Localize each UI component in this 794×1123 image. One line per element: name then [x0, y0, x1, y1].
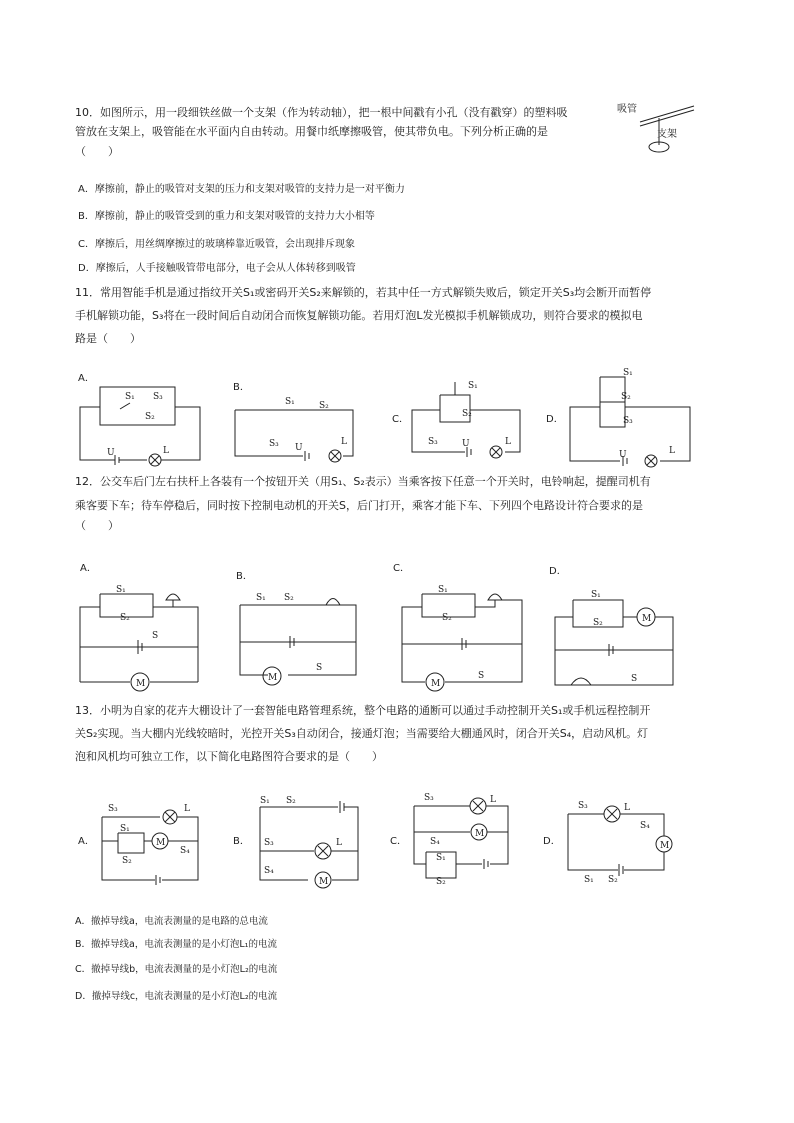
svg-text:L: L — [336, 838, 342, 848]
q12-label-b[interactable]: B． — [236, 571, 253, 582]
svg-text:L: L — [505, 437, 511, 447]
q10-stem-line3: （ ） — [75, 145, 119, 158]
q13-stem-line2: 关S₂实现。当大棚内光线较暗时，光控开关S₃自动闭合，接通灯泡；当需要给大棚通风时，闭合开关S₄，启动风机。灯 — [75, 727, 649, 740]
svg-text:S₁: S₁ — [584, 875, 594, 885]
svg-text:M: M — [475, 829, 485, 839]
svg-text:L: L — [490, 795, 496, 805]
q12-circuit-c — [400, 582, 530, 692]
svg-text:S₁: S₁ — [256, 593, 266, 603]
svg-text:S₂: S₂ — [436, 877, 446, 887]
svg-text:S₂: S₂ — [319, 401, 329, 411]
q13-circuit-c — [412, 792, 517, 887]
q10-option-d[interactable]: D．摩擦后，人手接触吸管带电部分，电子会从人体转移到吸管 — [78, 263, 356, 274]
svg-text:S₂: S₂ — [122, 856, 132, 866]
svg-text:S₂: S₂ — [621, 392, 631, 402]
svg-text:L: L — [624, 803, 630, 813]
q11-circuit-b — [233, 398, 358, 458]
svg-text:U: U — [619, 450, 627, 460]
svg-text:S: S — [478, 671, 485, 681]
straw-label: 吸管 — [617, 104, 637, 115]
svg-text:S₄: S₄ — [264, 866, 274, 876]
svg-text:U: U — [462, 439, 470, 449]
straw-stand-drawing — [632, 100, 712, 160]
svg-text:S₃: S₃ — [623, 416, 633, 426]
svg-text:S₂: S₂ — [145, 412, 155, 422]
q13-stem-line1: 13．小明为自家的花卉大棚设计了一套智能电路管理系统，整个电路的通断可以通过手动控制开关S₁或手机远程控制开 — [75, 704, 651, 717]
extra-option-b[interactable]: B．撤掉导线a，电流表测量的是小灯泡L₁的电流 — [75, 939, 277, 950]
svg-text:M: M — [156, 838, 166, 848]
q13-label-a[interactable]: A． — [78, 836, 95, 847]
svg-text:S₂: S₂ — [120, 613, 130, 623]
svg-text:S₂: S₂ — [608, 875, 618, 885]
svg-text:S₄: S₄ — [180, 846, 190, 856]
svg-text:S₃: S₃ — [578, 801, 588, 811]
q11-circuit-c — [410, 380, 530, 460]
q12-circuit-a — [78, 582, 203, 692]
q11-circuit-d — [565, 367, 695, 467]
q12-stem-line1: 12．公交车后门左右扶杆上各装有一个按钮开关（用S₁、S₂表示）当乘客按下任意一个开关时，电铃响起，提醒司机有 — [75, 475, 651, 488]
svg-text:M: M — [660, 841, 670, 851]
svg-text:S₂: S₂ — [286, 796, 296, 806]
svg-text:S₃: S₃ — [428, 437, 438, 447]
q13-circuit-a — [100, 795, 210, 885]
svg-text:S: S — [631, 674, 638, 684]
q11-label-d[interactable]: D． — [546, 414, 564, 425]
svg-text:S₃: S₃ — [424, 793, 434, 803]
q11-stem-line3: 路是（ ） — [75, 332, 141, 345]
svg-text:L: L — [341, 437, 347, 447]
q12-label-a[interactable]: A． — [80, 563, 97, 574]
svg-text:S₂: S₂ — [462, 409, 472, 419]
stand-label: 支架 — [657, 129, 677, 140]
svg-text:M: M — [136, 679, 146, 689]
q12-stem-line2: 乘客要下车；待车停稳后，同时按下控制电动机的开关S，后门打开，乘客才能下车、下列四个电路设计符合要求的是 — [75, 499, 643, 512]
svg-text:S₄: S₄ — [640, 821, 650, 831]
svg-text:S₂: S₂ — [442, 613, 452, 623]
svg-text:S₃: S₃ — [269, 439, 279, 449]
svg-text:M: M — [319, 877, 329, 887]
svg-text:L: L — [163, 446, 169, 456]
svg-text:S₃: S₃ — [264, 838, 274, 848]
q11-circuit-a — [75, 385, 205, 465]
q12-label-d[interactable]: D． — [549, 566, 567, 577]
q11-stem-line2: 手机解锁功能，S₃将在一段时间后自动闭合而恢复解锁功能。若用灯泡L发光模拟手机解锁成功，则符合要求的模拟电 — [75, 309, 643, 322]
q13-label-d[interactable]: D． — [543, 836, 561, 847]
q11-label-b[interactable]: B． — [233, 382, 250, 393]
svg-text:S₁: S₁ — [438, 585, 448, 595]
q13-label-b[interactable]: B． — [233, 836, 250, 847]
q10-option-b[interactable]: B．摩擦前，静止的吸管受到的重力和支架对吸管的支持力大小相等 — [78, 211, 375, 222]
svg-text:S₁: S₁ — [468, 381, 478, 391]
svg-text:S₁: S₁ — [116, 585, 126, 595]
svg-text:U: U — [107, 448, 115, 458]
svg-text:S₂: S₂ — [284, 593, 294, 603]
svg-text:S₄: S₄ — [430, 837, 440, 847]
svg-text:L: L — [669, 446, 675, 456]
extra-option-a[interactable]: A．撤掉导线a，电流表测量的是电路的总电流 — [75, 916, 268, 927]
svg-text:S₁: S₁ — [436, 853, 446, 863]
extra-option-d[interactable]: D．撤掉导线c，电流表测量的是小灯泡L₂的电流 — [75, 991, 278, 1002]
svg-text:S₁: S₁ — [120, 824, 130, 834]
q10-option-c[interactable]: C．摩擦后，用丝绸摩擦过的玻璃棒靠近吸管，会出现排斥现象 — [78, 239, 355, 250]
q10-stem-line1: 10．如图所示，用一段细铁丝做一个支架（作为转动轴），把一根中间戳有小孔（没有戳穿）的塑料吸 — [75, 106, 568, 119]
extra-option-c[interactable]: C．撤掉导线b，电流表测量的是小灯泡L₂的电流 — [75, 964, 278, 975]
q10-stem-line2: 管放在支架上，吸管能在水平面内自由转动。用餐巾纸摩擦吸管，使其带负电。下列分析正确的是 — [75, 125, 548, 138]
svg-text:S₃: S₃ — [108, 804, 118, 814]
svg-text:S₁: S₁ — [623, 368, 633, 378]
svg-text:S₁: S₁ — [285, 397, 295, 407]
svg-text:M: M — [431, 679, 441, 689]
svg-text:M: M — [642, 614, 652, 624]
q10-option-a[interactable]: A．摩擦前，静止的吸管对支架的压力和支架对吸管的支持力是一对平衡力 — [78, 184, 405, 195]
svg-text:S: S — [152, 631, 159, 641]
q12-circuit-d — [553, 585, 683, 695]
q12-circuit-b — [238, 590, 363, 690]
q13-stem-line3: 泡和风机均可独立工作，以下简化电路图符合要求的是（ ） — [75, 750, 383, 763]
svg-text:S₁: S₁ — [591, 590, 601, 600]
svg-text:S₃: S₃ — [153, 392, 163, 402]
svg-text:S: S — [316, 663, 323, 673]
q13-label-c[interactable]: C． — [390, 836, 407, 847]
q13-circuit-b — [258, 795, 368, 885]
svg-text:U: U — [295, 443, 303, 453]
q13-circuit-d — [566, 800, 681, 885]
q11-label-c[interactable]: C． — [392, 414, 409, 425]
s1: S₁ — [125, 392, 135, 402]
svg-text:L: L — [184, 804, 190, 814]
svg-text:S₂: S₂ — [593, 618, 603, 628]
q12-label-c[interactable]: C． — [393, 563, 410, 574]
q12-stem-line3: （ ） — [75, 519, 119, 532]
svg-text:M: M — [268, 673, 278, 683]
q11-stem-line1: 11．常用智能手机是通过指纹开关S₁或密码开关S₂来解锁的，若其中任一方式解锁失败后，锁定开关S₃均会断开而暂停 — [75, 286, 652, 299]
svg-text:S₁: S₁ — [260, 796, 270, 806]
q11-label-a[interactable]: A． — [78, 373, 95, 384]
